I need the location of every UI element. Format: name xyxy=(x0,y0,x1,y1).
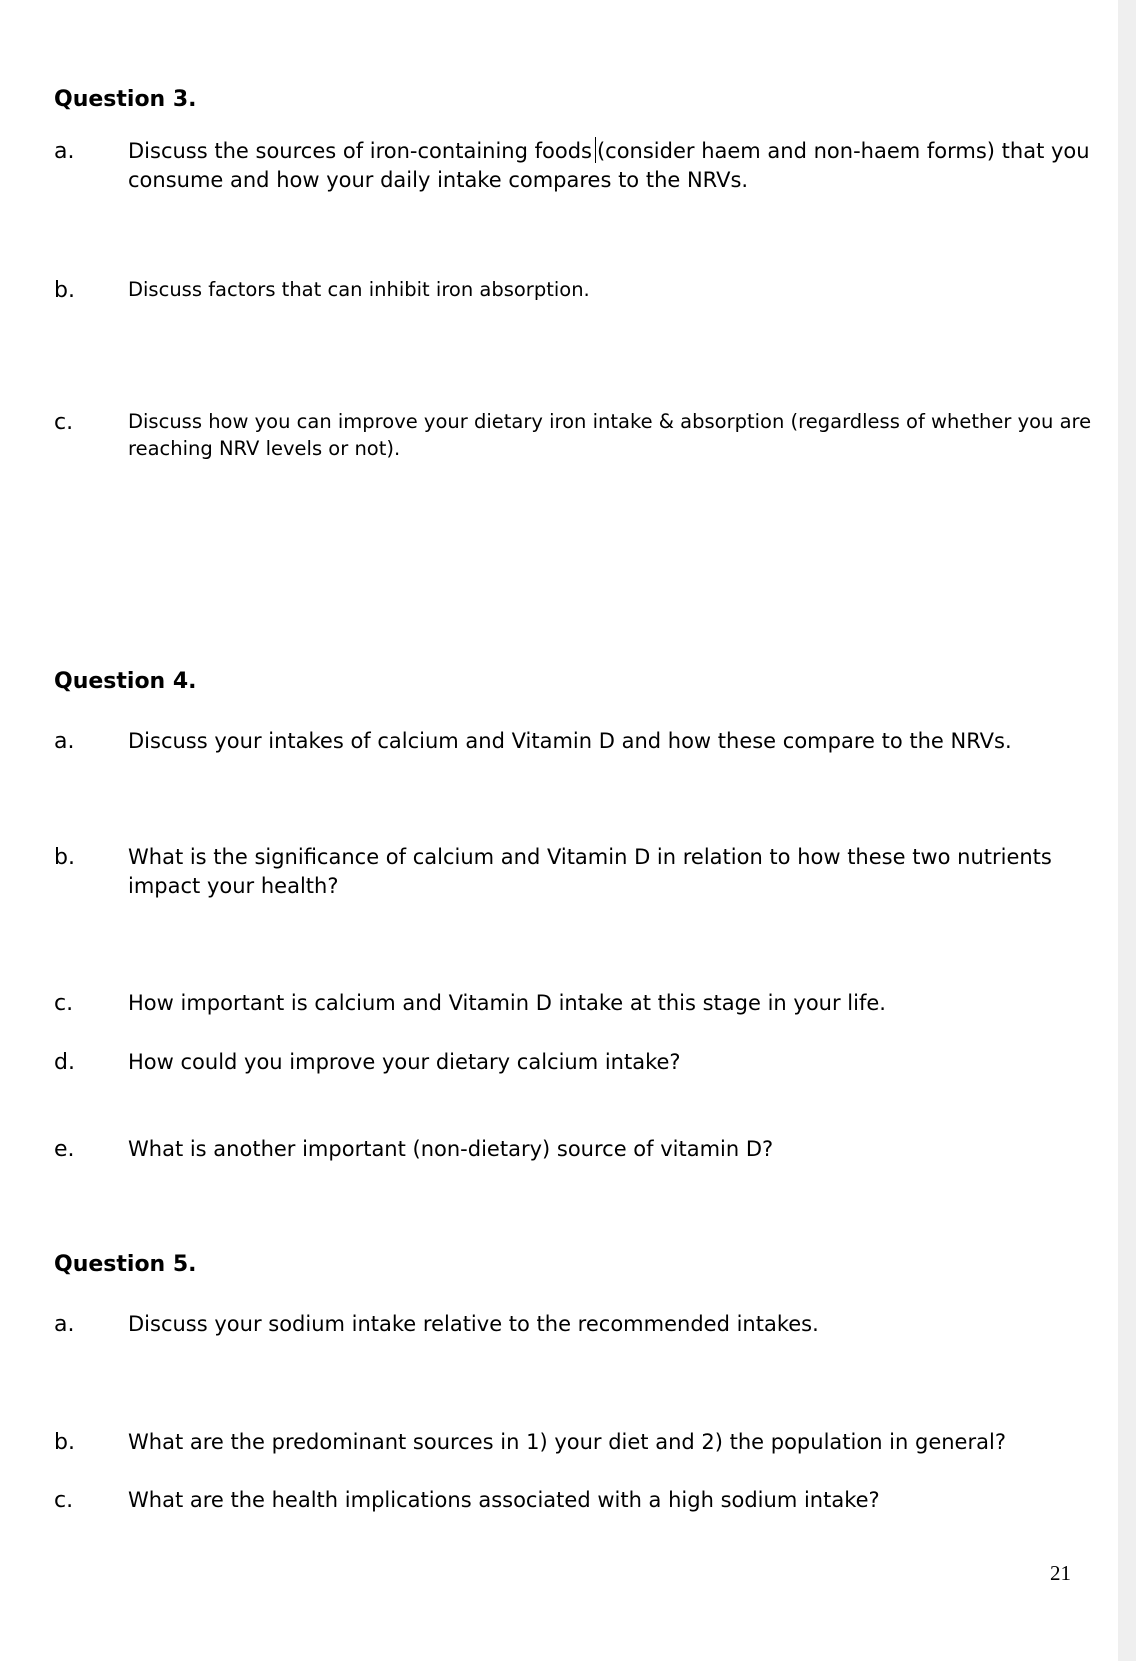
item-letter: a. xyxy=(54,1312,75,1337)
item-letter: a. xyxy=(54,729,75,754)
item-text: What is the significance of calcium and Vitamin D in relation to how these two nutrients impact your health? xyxy=(128,845,1052,898)
item-text: How could you improve your dietary calcium intake? xyxy=(128,1050,681,1074)
item-text: Discuss your sodium intake relative to the recommended intakes. xyxy=(128,1312,819,1336)
question-5-heading: Question 5. xyxy=(54,1252,197,1277)
page-margin-strip xyxy=(1118,0,1136,1661)
item-text: Discuss how you can improve your dietary iron intake & absorption (regardless of whether you are reaching NRV levels or not). xyxy=(128,410,1092,460)
item-text: Discuss your intakes of calcium and Vitamin D and how these compare to the NRVs. xyxy=(128,729,1012,753)
item-text: What are the health implications associated with a high sodium intake? xyxy=(128,1488,880,1512)
text-cursor xyxy=(595,137,596,163)
item-letter: e. xyxy=(54,1137,75,1162)
item-text-part-1: Discuss the sources of iron-containing foods xyxy=(128,139,592,163)
question-4-heading: Question 4. xyxy=(54,669,197,694)
item-letter: b. xyxy=(54,1430,75,1455)
item-letter: b. xyxy=(54,845,75,870)
item-text: How important is calcium and Vitamin D intake at this stage in your life. xyxy=(128,991,886,1015)
item-letter: c. xyxy=(54,410,74,435)
item-text-part-2: (consider haem and non-haem forms) that you consume and how your daily intake compares to the NRVs. xyxy=(128,139,1090,192)
page-number: 21 xyxy=(1050,1561,1071,1585)
item-text xyxy=(128,137,1108,195)
item-letter: c. xyxy=(54,1488,74,1513)
item-text: What is another important (non-dietary) source of vitamin D? xyxy=(128,1137,774,1161)
item-letter: c. xyxy=(54,991,74,1016)
item-text: Discuss factors that can inhibit iron absorption. xyxy=(128,278,590,301)
item-text: What are the predominant sources in 1) your diet and 2) the population in general? xyxy=(128,1430,1006,1454)
question-3-heading: Question 3. xyxy=(54,87,197,112)
item-letter: d. xyxy=(54,1050,75,1075)
item-letter: a. xyxy=(54,139,75,164)
item-letter: b. xyxy=(54,278,75,303)
